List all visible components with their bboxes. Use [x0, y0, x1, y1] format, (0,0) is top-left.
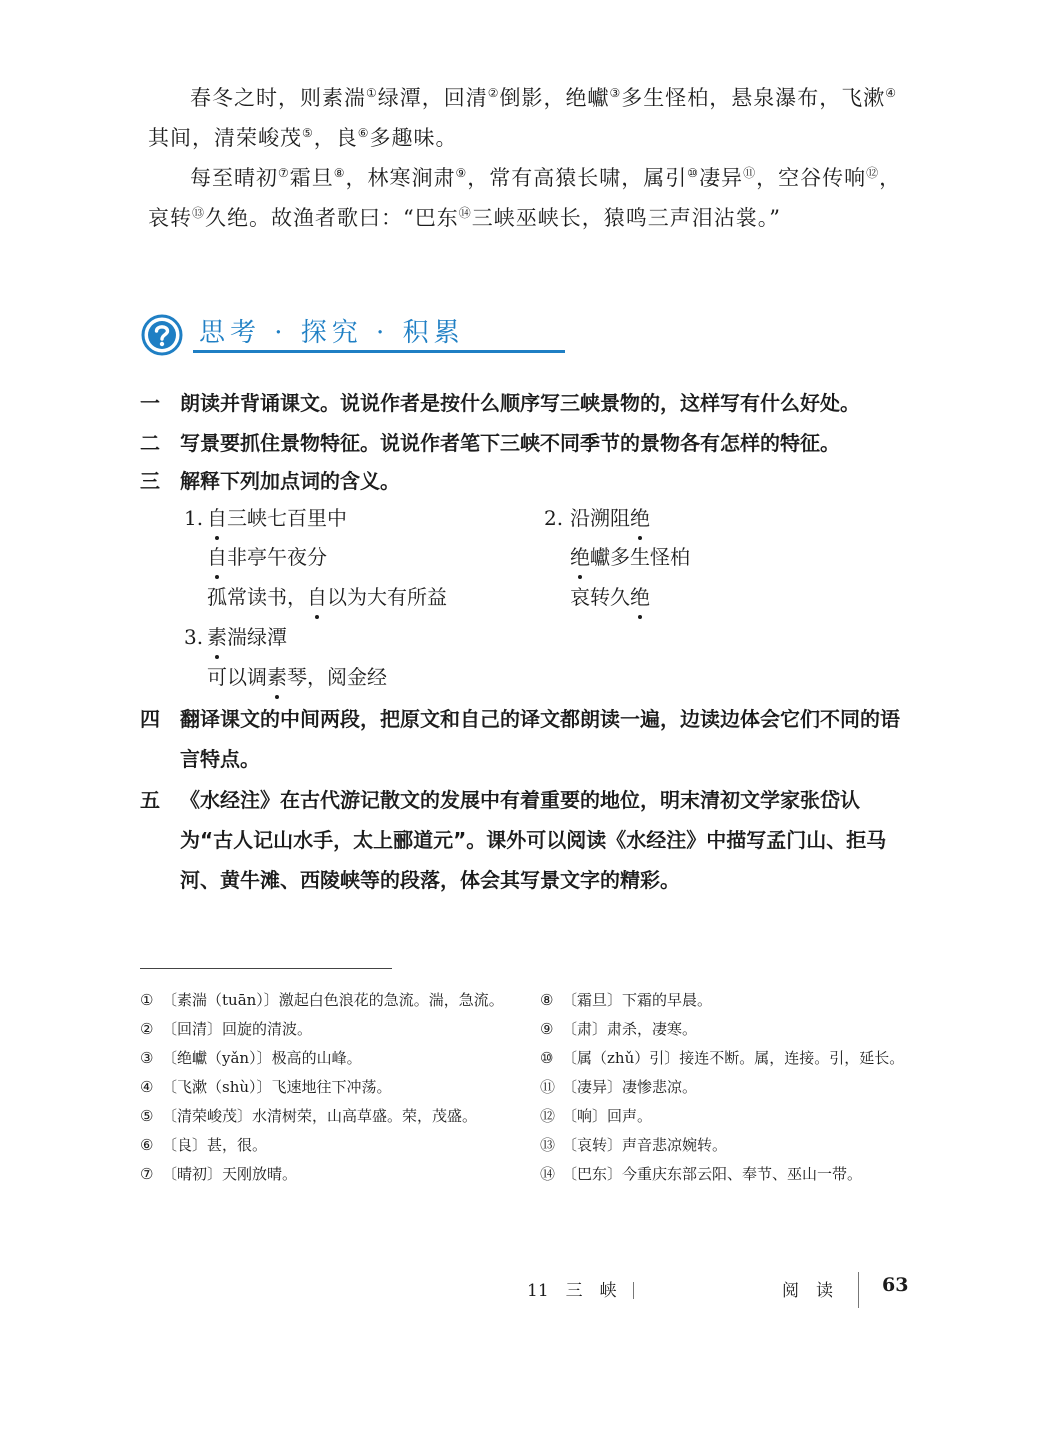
footnote: ⑫ 〔响〕回声。 — [540, 1107, 653, 1125]
footnote: ⑩ 〔属（zhǔ）引〕接连不断。属，连接。引，延长。 — [540, 1049, 905, 1067]
footnote: ⑧ 〔霜旦〕下霜的早晨。 — [540, 991, 713, 1009]
footnote-divider — [140, 968, 392, 969]
footer-divider — [633, 1282, 634, 1299]
footnote: ⑭ 〔巴东〕今重庆东部云阳、奉节、巫山一带。 — [540, 1165, 863, 1183]
footnotes-right-column — [540, 986, 910, 1189]
footnote: ④ 〔飞漱（shù）〕飞速地往下冲荡。 — [140, 1078, 392, 1096]
word-item: 沿溯阻绝 — [570, 498, 650, 538]
question-number: 四 — [140, 707, 160, 731]
word-item: 自三峡七百里中 — [207, 498, 347, 538]
word-group-3-label: 3. — [184, 625, 204, 649]
footnote: ② 〔回清〕回旋的清波。 — [140, 1020, 313, 1038]
question-number: 一 — [140, 391, 160, 415]
footnote: ⑨ 〔肃〕肃杀，凄寒。 — [540, 1020, 698, 1038]
word-item: 可以调素琴，阅金经 — [207, 657, 387, 697]
dotted-character: 自 — [207, 498, 227, 538]
section-underline — [193, 350, 565, 353]
word-item: 哀转久绝 — [570, 577, 650, 617]
word-item: 素湍绿潭 — [207, 617, 287, 657]
question-text: 翻译课文的中间两段，把原文和自己的译文都朗读一遍，边读边体会它们不同的语言特点。 — [180, 707, 900, 771]
question-text: 解释下列加点词的含义。 — [180, 469, 400, 493]
question-number: 二 — [140, 431, 160, 455]
question-text: 写景要抓住景物特征。说说作者笔下三峡不同季节的景物各有怎样的特征。 — [180, 431, 840, 455]
question-1 — [140, 383, 910, 423]
word-item: 孤常读书，自以为大有所益 — [207, 577, 447, 617]
dotted-character: 绝 — [630, 577, 650, 617]
footnote: ⑥ 〔良〕甚，很。 — [140, 1136, 268, 1154]
dotted-character: 自 — [207, 537, 227, 577]
footnote: ⑪ 〔凄异〕凄惨悲凉。 — [540, 1078, 698, 1096]
dotted-character: 素 — [267, 657, 287, 697]
footer-divider — [858, 1272, 859, 1308]
section-title: 思考 · 探究 · 积累 — [199, 318, 465, 348]
dotted-character: 绝 — [570, 537, 590, 577]
question-4 — [140, 699, 910, 779]
question-3 — [140, 461, 910, 501]
question-text: 朗读并背诵课文。说说作者是按什么顺序写三峡景物的，这样写有什么好处。 — [180, 391, 860, 415]
footnote: ⑦ 〔晴初〕天刚放晴。 — [140, 1165, 298, 1183]
paragraph-autumn: 每至晴初⑦霜旦⑧，林寒涧肃⑨，常有高猿长啸，属引⑩凄异⑪，空谷传响⑫，哀转⑬久绝。故渔者歌曰：“巴东⑭三峡巫峡长，猿鸣三声泪沾裳。” — [148, 166, 902, 230]
question-5 — [140, 780, 910, 900]
footnote: ③ 〔绝巘（yǎn）〕极高的山峰。 — [140, 1049, 362, 1067]
page-number: 63 — [882, 1274, 909, 1296]
word-item: 绝巘多生怪柏 — [570, 537, 690, 577]
footnote: ⑤ 〔清荣峻茂〕水清树荣，山高草盛。荣，茂盛。 — [140, 1107, 478, 1125]
paragraph-spring-winter: 春冬之时，则素湍①绿潭，回清②倒影，绝巘③多生怪柏，悬泉瀑布，飞漱④其间，清荣峻茂⑤，良⑥多趣味。 — [148, 86, 898, 150]
dotted-character: 素 — [207, 617, 227, 657]
dotted-character: 绝 — [630, 498, 650, 538]
question-text: 《水经注》在古代游记散文的发展中有着重要的地位，明末清初文学家张岱认为“古人记山水手，太上郦道元”。课外可以阅读《水经注》中描写孟门山、拒马河、黄牛滩、西陵峡等的段落，体会其写景文字的精彩。 — [180, 788, 887, 892]
footnote: ⑬ 〔哀转〕声音悲凉婉转。 — [540, 1136, 728, 1154]
footnote: ① 〔素湍（tuān）〕激起白色浪花的急流。湍，急流。 — [140, 991, 504, 1009]
footer-unit-name: 阅 读 — [782, 1281, 833, 1301]
word-group-1-label: 1. — [184, 506, 204, 530]
footnotes-left-column — [140, 986, 510, 1189]
dotted-character: 自 — [307, 577, 327, 617]
footer-lesson-title: 11 三 峡 — [527, 1281, 617, 1301]
word-item: 自非亭午夜分 — [207, 537, 327, 577]
question-number: 五 — [140, 788, 160, 812]
question-number: 三 — [140, 469, 160, 493]
question-2 — [140, 423, 910, 463]
word-group-2-label: 2. — [544, 506, 564, 530]
question-mark-icon — [141, 314, 183, 356]
